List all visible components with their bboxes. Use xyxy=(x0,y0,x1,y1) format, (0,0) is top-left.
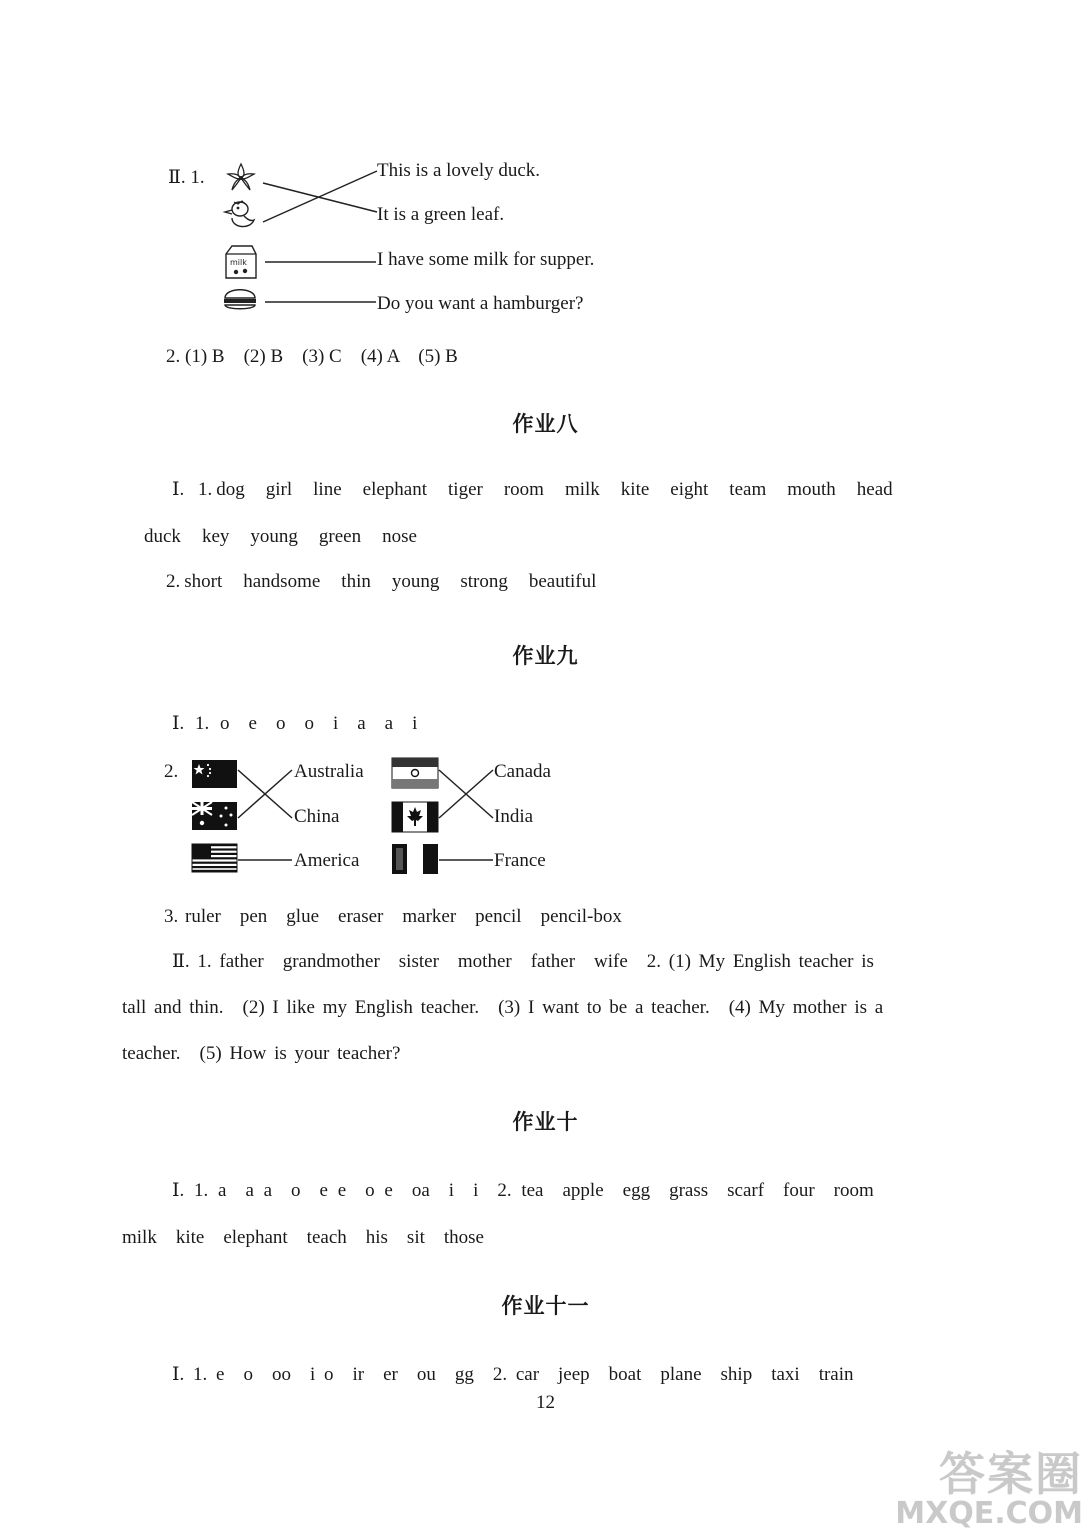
country-australia: Australia xyxy=(294,761,364,782)
hw8-word: kite xyxy=(620,479,650,500)
hw8-word: elephant xyxy=(362,479,428,500)
sentence-2: It is a green leaf. xyxy=(377,204,505,225)
hw8-line2 xyxy=(144,526,417,548)
canada-flag-icon xyxy=(392,802,438,832)
hw8-word: room xyxy=(503,479,544,500)
hw9-q1: Ⅰ. 1. o e o o i a a i xyxy=(172,713,418,734)
heading-hw9: 作业九 xyxy=(512,644,579,668)
hw8-prefix: Ⅰ. 1. xyxy=(172,479,213,500)
country-america: America xyxy=(294,850,360,871)
hw8-word: nose xyxy=(382,526,417,547)
hw8-q2-prefix: 2. xyxy=(166,571,181,592)
hw8-word: girl xyxy=(265,479,293,500)
page-number: 12 xyxy=(536,1392,555,1413)
milk-carton-icon xyxy=(226,246,256,278)
hw8-line1 xyxy=(172,478,893,501)
hw8-word: line xyxy=(313,479,342,500)
answer-line-q2: 2. (1) B (2) B (3) C (4) A (5) B xyxy=(166,346,458,367)
hw9-ii-line1: Ⅱ. 1. father grandmother sister mother father wife 2. (1) My English teacher is xyxy=(172,951,874,972)
leaf-icon xyxy=(228,164,254,190)
sentence-1: This is a lovely duck. xyxy=(377,160,541,181)
country-france: France xyxy=(494,850,546,871)
hw8-word: duck xyxy=(144,526,181,547)
country-india: India xyxy=(494,806,534,827)
hw8-word: handsome xyxy=(243,571,321,592)
hw8-word: strong xyxy=(460,571,508,592)
hw8-word: thin xyxy=(341,571,371,592)
watermark xyxy=(895,1447,1083,1531)
india-flag-icon xyxy=(392,758,438,788)
svg-text:milk: milk xyxy=(230,258,247,267)
hw8-word: key xyxy=(201,526,230,547)
duck-icon xyxy=(225,201,254,227)
usa-flag-icon xyxy=(192,844,237,872)
country-canada: Canada xyxy=(494,761,551,782)
heading-hw8: 作业八 xyxy=(512,412,579,436)
hamburger-icon xyxy=(224,290,256,309)
hw8-word: beautiful xyxy=(528,571,597,592)
hw8-word: team xyxy=(729,479,767,500)
hw8-word: young xyxy=(250,526,298,547)
france-flag-icon xyxy=(392,844,438,874)
hw8-line3 xyxy=(166,571,596,593)
heading-hw10: 作业十 xyxy=(512,1110,579,1134)
hw10-line2: milk kite elephant teach his sit those xyxy=(122,1227,484,1248)
hw8-word: head xyxy=(856,479,893,500)
watermark-top: 答案圈 xyxy=(939,1447,1083,1501)
hw8-word: tiger xyxy=(448,479,483,500)
china-flag-icon xyxy=(192,760,237,788)
watermark-bottom: MXQE.COM xyxy=(895,1496,1083,1531)
heading-hw11: 作业十一 xyxy=(501,1294,590,1318)
hw9-q2-label: 2. xyxy=(164,761,179,782)
hw8-word: eight xyxy=(670,479,709,500)
hw8-word: milk xyxy=(564,479,600,500)
country-china: China xyxy=(294,806,340,827)
hw9-ii-line2: tall and thin. (2) I like my English teacher. (3) I want to be a teacher. (4) My mother is a xyxy=(122,997,884,1018)
hw9-q3: 3. ruler pen glue eraser marker pencil pencil-box xyxy=(164,906,622,927)
hw8-word: green xyxy=(318,526,362,547)
hw9-ii-line3: teacher. (5) How is your teacher? xyxy=(122,1043,401,1064)
hw11-line1: Ⅰ. 1. e o oo i o ir er ou gg 2. car jeep boat plane ship taxi train xyxy=(172,1364,854,1385)
hw8-word: dog xyxy=(216,479,245,500)
hw8-word: young xyxy=(391,571,440,592)
sentence-3: I have some milk for supper. xyxy=(377,249,595,270)
hw10-line1: Ⅰ. 1. a a a o e e o e oa i i 2. tea apple egg grass scarf four room xyxy=(172,1180,874,1201)
sentence-4: Do you want a hamburger? xyxy=(377,293,584,314)
hw8-word: mouth xyxy=(787,479,836,500)
section-ii-label: Ⅱ. 1. xyxy=(168,167,205,188)
australia-flag-icon xyxy=(192,802,237,830)
hw8-word: short xyxy=(184,571,223,592)
